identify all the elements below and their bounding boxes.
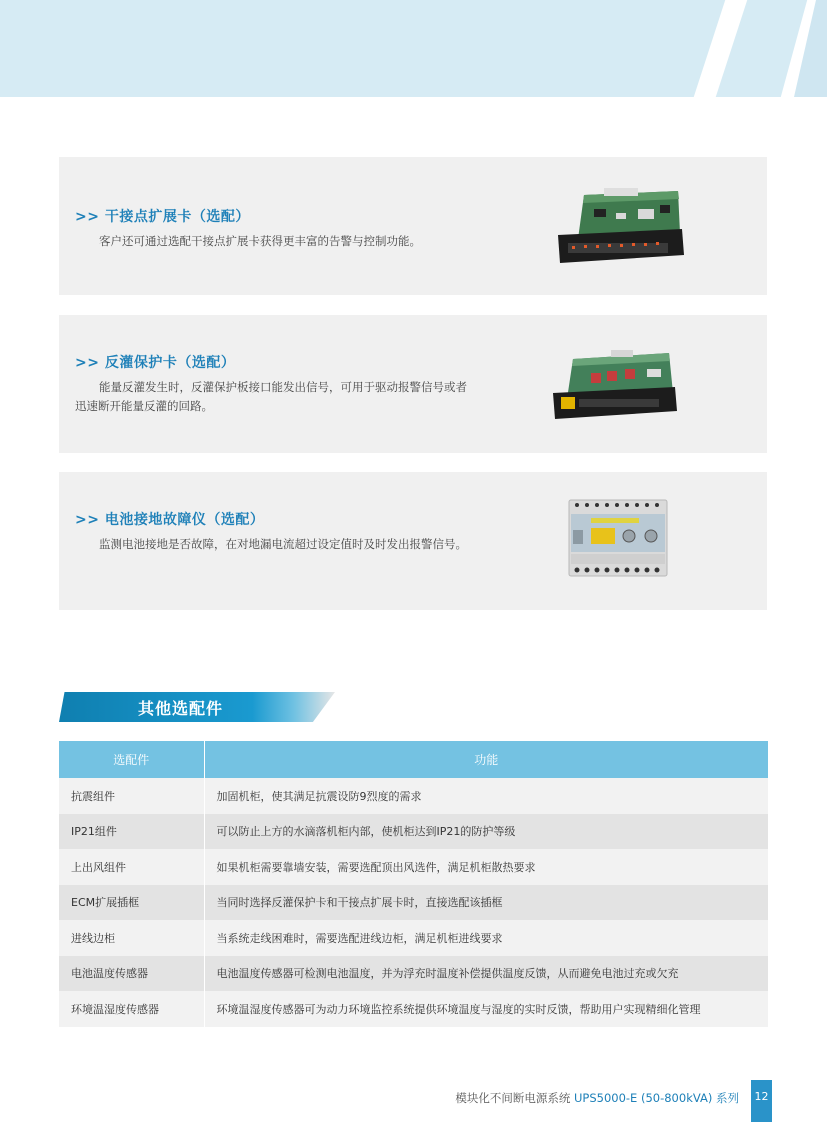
table-cell-function: 当系统走线困难时，需要选配进线边柜，满足机柜进线要求	[204, 920, 768, 956]
table-header-option: 选配件	[59, 741, 204, 778]
dry-contact-card-photo	[556, 187, 686, 265]
section-title: 其他选配件	[138, 699, 224, 718]
option-card-dry-contact	[59, 157, 767, 295]
table-cell-function: 当同时选择反灌保护卡和干接点扩展卡时，直接选配该插框	[204, 885, 768, 921]
card-title: >> 反灌保护卡（选配）	[75, 355, 236, 371]
table-cell-option: ECM扩展插框	[59, 885, 204, 921]
battery-ground-fault-detector-photo	[567, 496, 671, 580]
table-row	[59, 778, 768, 814]
table-row	[59, 885, 768, 921]
footer-model: UPS5000-E (50-800kVA) 系列	[573, 1091, 739, 1105]
page-number: 12	[751, 1080, 772, 1122]
card-description: 客户还可通过选配干接点扩展卡获得更丰富的告警与控制功能。	[99, 234, 421, 248]
table-cell-function: 如果机柜需要靠墙安装，需要选配顶出风选件，满足机柜散热要求	[204, 849, 768, 885]
table-cell-function: 电池温度传感器可检测电池温度，并为浮充时温度补偿提供温度反馈，从而避免电池过充或欠充	[204, 956, 768, 992]
table-cell-function: 可以防止上方的水滴落机柜内部，使机柜达到IP21的防护等级	[204, 814, 768, 850]
header-stripe	[690, 0, 751, 97]
table-cell-function: 加固机柜，使其满足抗震设防9烈度的需求	[204, 778, 768, 814]
table-cell-option: IP21组件	[59, 814, 204, 850]
footer-prefix: 模块化不间断电源系统	[455, 1091, 574, 1105]
header-band	[0, 0, 827, 97]
table-row	[59, 991, 768, 1027]
footer-product-line	[455, 1090, 739, 1106]
table-cell-option: 抗震组件	[59, 778, 204, 814]
table-header-function: 功能	[204, 741, 768, 778]
card-description: 监测电池接地是否故障，在对地漏电流超过设定值时及时发出报警信号。	[99, 537, 467, 551]
table-cell-option: 进线边柜	[59, 920, 204, 956]
option-card-backfeed	[59, 315, 767, 453]
card-title: >> 电池接地故障仪（选配）	[75, 512, 265, 528]
backfeed-protection-card-photo	[551, 349, 681, 419]
table-cell-function: 环境温湿度传感器可为动力环境监控系统提供环境温度与湿度的实时反馈，帮助用户实现精细化管理	[204, 991, 768, 1027]
table-row	[59, 920, 768, 956]
card-description: 能量反灌发生时，反灌保护板接口能发出信号，可用于驱动报警信号或者迅速断开能量反灌的回路。	[75, 380, 467, 413]
card-title: >> 干接点扩展卡（选配）	[75, 209, 250, 225]
table-row	[59, 814, 768, 850]
option-card-ground-fault	[59, 472, 767, 610]
table-cell-option: 电池温度传感器	[59, 956, 204, 992]
table-cell-option: 上出风组件	[59, 849, 204, 885]
table-header-row	[59, 741, 768, 778]
section-heading-tab	[59, 692, 335, 722]
table-row	[59, 956, 768, 992]
table-row	[59, 849, 768, 885]
table-cell-option: 环境温湿度传感器	[59, 991, 204, 1027]
options-table	[59, 741, 768, 1027]
